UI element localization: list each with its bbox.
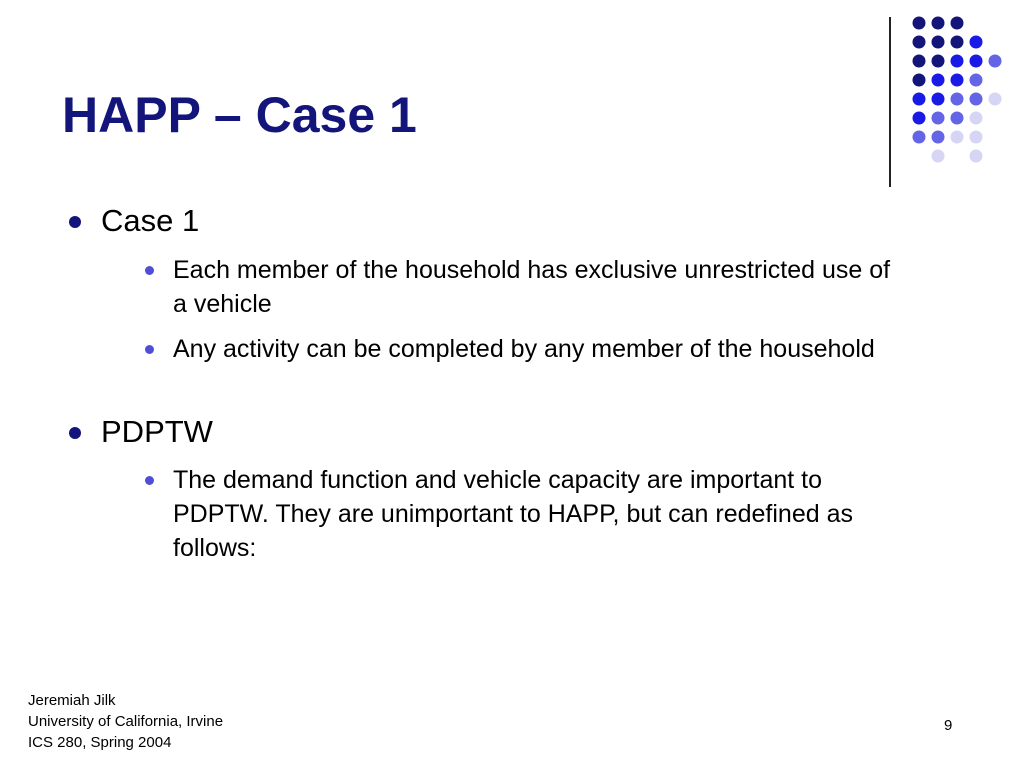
decorative-dot xyxy=(970,112,983,125)
decorative-dot xyxy=(970,74,983,87)
decorative-dot xyxy=(951,36,964,49)
decorative-dot xyxy=(932,112,945,125)
decorative-dot xyxy=(932,150,945,163)
decorative-dot xyxy=(970,36,983,49)
decorative-dot xyxy=(913,36,926,49)
sub-bullet-demand-function xyxy=(173,463,889,565)
footer-institution: University of California, Irvine xyxy=(28,713,224,730)
decorative-dot xyxy=(913,131,926,144)
title-divider-line xyxy=(889,17,891,187)
decorative-dot xyxy=(970,131,983,144)
bullet-case-1 xyxy=(101,203,199,239)
sub-bullet-text: Each member of the household has exclusive unrestricted use of a vehicle xyxy=(173,256,891,318)
slide-title: HAPP – Case 1 xyxy=(62,87,417,143)
decorative-dot xyxy=(913,74,926,87)
decorative-dot xyxy=(989,93,1002,106)
decorative-dot xyxy=(932,74,945,87)
page-number: 9 xyxy=(944,717,953,734)
decorative-dot xyxy=(913,55,926,68)
decorative-dot xyxy=(913,93,926,106)
decorative-dot xyxy=(951,17,964,30)
sub-bullet-dot-icon xyxy=(145,345,154,354)
sub-bullet-text: The demand function and vehicle capacity are important to PDPTW. They are unimportant to HAPP, but can redefined as follows: xyxy=(173,466,853,562)
bullet-pdptw xyxy=(101,414,213,450)
decorative-dot xyxy=(932,93,945,106)
decorative-dot xyxy=(951,112,964,125)
decorative-dot xyxy=(970,55,983,68)
decorative-dot xyxy=(932,131,945,144)
sub-bullet-dot-icon xyxy=(145,476,154,485)
bullet-text: PDPTW xyxy=(101,414,213,449)
decorative-dot xyxy=(951,93,964,106)
decorative-dot xyxy=(913,17,926,30)
decorative-dot xyxy=(951,55,964,68)
decorative-dot xyxy=(932,36,945,49)
decorative-dot xyxy=(951,74,964,87)
decorative-dot xyxy=(951,131,964,144)
decorative-dot xyxy=(913,112,926,125)
footer xyxy=(28,690,223,753)
decorative-dot xyxy=(970,93,983,106)
decorative-dot xyxy=(932,55,945,68)
footer-author: Jeremiah Jilk xyxy=(28,692,116,709)
decorative-dot xyxy=(970,150,983,163)
sub-bullet-any-activity xyxy=(173,332,893,366)
sub-bullet-dot-icon xyxy=(145,266,154,275)
bullet-text: Case 1 xyxy=(101,203,200,238)
footer-course: ICS 280, Spring 2004 xyxy=(28,734,172,751)
sub-bullet-text: Any activity can be completed by any member of the household xyxy=(173,335,875,363)
decorative-dot xyxy=(932,17,945,30)
bullet-dot-icon xyxy=(69,427,81,439)
bullet-dot-icon xyxy=(69,216,81,228)
decorative-dot xyxy=(989,55,1002,68)
sub-bullet-exclusive-vehicle xyxy=(173,253,893,321)
